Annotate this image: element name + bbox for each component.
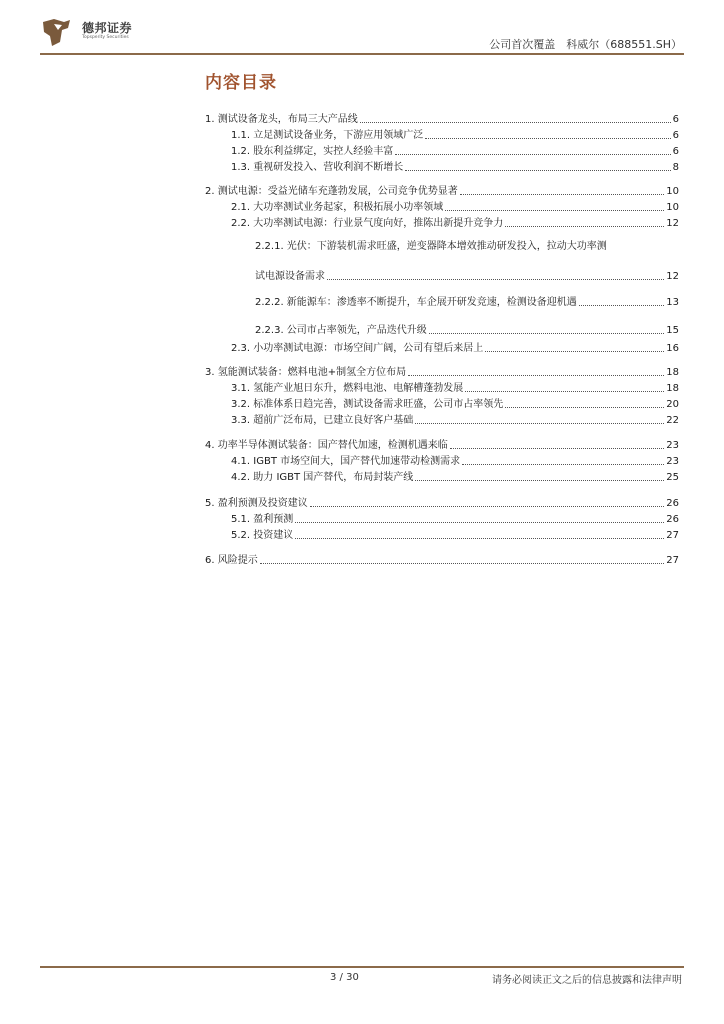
toc-entry-text: 2.2.2. 新能源车：渗透率不断提升，车企展开研发竞速，检测设备迎机遇 (255, 297, 577, 308)
toc-entry-page: 13 (666, 297, 679, 308)
toc-leader (327, 278, 664, 280)
toc-entry-text: 1.2. 股东利益绑定，实控人经验丰富 (231, 146, 394, 157)
toc-entry[interactable] (255, 267, 679, 283)
toc-entry-text: 4.2. 助力 IGBT 国产替代，布局封装产线 (231, 472, 414, 483)
toc-entry[interactable] (231, 468, 679, 484)
toc-entry[interactable] (231, 198, 679, 214)
toc-entry-page: 23 (666, 440, 679, 451)
toc-entry-page: 26 (666, 514, 679, 525)
toc-entry-text: 5. 盈利预测及投资建议 (205, 498, 308, 509)
toc-entry-text: 6. 风险提示 (205, 555, 258, 566)
toc-entry-page: 23 (666, 456, 679, 467)
toc-entry-text: 3.2. 标准体系日趋完善，测试设备需求旺盛，公司市占率领先 (231, 399, 504, 410)
toc-leader (429, 332, 664, 334)
toc-leader (485, 350, 664, 352)
toc-entry-page: 27 (666, 555, 679, 566)
toc-entry[interactable] (231, 395, 679, 411)
toc-leader (425, 137, 670, 139)
toc-entry-page: 27 (666, 530, 679, 541)
toc-entry[interactable] (205, 551, 679, 567)
toc-entry-page: 16 (666, 343, 679, 354)
footer-divider (40, 966, 684, 968)
toc-leader (260, 562, 665, 564)
toc-leader (395, 153, 670, 155)
toc-leader (505, 225, 664, 227)
header-divider (40, 53, 684, 55)
toc-entry-text: 1. 测试设备龙头，布局三大产品线 (205, 114, 358, 125)
report-label: 公司首次覆盖 科威尔（688551.SH） (489, 38, 682, 51)
toc-entry-text: 4.1. IGBT 市场空间大，国产替代加速带动检测需求 (231, 456, 461, 467)
toc-entry[interactable] (231, 510, 679, 526)
toc-leader (415, 479, 664, 481)
toc-leader (310, 505, 665, 507)
toc-entry[interactable] (205, 436, 679, 452)
toc-entry[interactable] (231, 339, 679, 355)
toc-entry-text: 5.2. 投资建议 (231, 530, 294, 541)
toc-entry-text: 5.1. 盈利预测 (231, 514, 294, 525)
toc-leader (415, 422, 664, 424)
toc-entry-text: 2.3. 小功率测试电源：市场空间广阔，公司有望后来居上 (231, 343, 484, 354)
toc-leader (450, 447, 665, 449)
toc-entry-page: 18 (666, 383, 679, 394)
toc-entry[interactable] (255, 321, 679, 337)
company-logo-icon (40, 16, 76, 48)
toc-leader (460, 193, 665, 195)
toc-entry-page: 26 (666, 498, 679, 509)
toc-entry-text: 2.1. 大功率测试业务起家，积极拓展小功率领域 (231, 202, 444, 213)
toc-leader (295, 521, 664, 523)
toc-entry-page: 8 (672, 162, 679, 173)
toc-entry[interactable] (205, 182, 679, 198)
toc-entry-text[interactable]: 2.2.1. 光伏：下游装机需求旺盛，逆变器降本增效推动研发投入，拉动大功率测 (255, 241, 607, 252)
toc-entry[interactable] (231, 452, 679, 468)
toc-entry[interactable] (231, 214, 679, 230)
toc-leader (360, 121, 671, 123)
toc-entry-page: 10 (666, 186, 679, 197)
toc-entry-page: 6 (672, 146, 679, 157)
toc-entry[interactable] (231, 158, 679, 174)
disclaimer-note: 请务必阅读正文之后的信息披露和法律声明 (492, 975, 682, 986)
toc-entry-text: 3.3. 超前广泛布局，已建立良好客户基础 (231, 415, 414, 426)
toc-entry-page: 20 (666, 399, 679, 410)
toc-entry-page: 18 (666, 367, 679, 378)
toc-leader (462, 463, 664, 465)
toc-leader (405, 169, 670, 171)
toc-entry[interactable] (231, 379, 679, 395)
toc-entry-page: 6 (672, 114, 679, 125)
toc-entry[interactable] (255, 293, 679, 309)
company-logo (40, 16, 150, 52)
toc-entry[interactable] (231, 142, 679, 158)
toc-entry-page: 12 (666, 218, 679, 229)
toc-leader (579, 304, 664, 306)
toc-entry-page: 12 (666, 271, 679, 282)
toc-leader (408, 374, 664, 376)
toc-title: 内容目录 (205, 73, 277, 93)
toc-leader (445, 209, 664, 211)
toc-entry-text: 2.2.3. 公司市占率领先，产品迭代升级 (255, 325, 427, 336)
toc-leader (295, 537, 664, 539)
page-number: 3 / 30 (330, 972, 359, 983)
brand-name: 德邦证券 (82, 21, 133, 35)
toc-entry[interactable] (231, 126, 679, 142)
toc-entry-text: 3. 氢能测试装备：燃料电池+制氢全方位布局 (205, 367, 407, 378)
toc-entry-page: 6 (672, 130, 679, 141)
toc-leader (505, 406, 664, 408)
toc-entry[interactable] (205, 110, 679, 126)
toc-entry-page: 25 (666, 472, 679, 483)
toc-entry-text: 2.2. 大功率测试电源：行业景气度向好，推陈出新提升竞争力 (231, 218, 504, 229)
toc-entry-text: 1.1. 立足测试设备业务，下游应用领域广泛 (231, 130, 424, 141)
brand-subtitle: Topsperity Securities (82, 35, 129, 40)
toc-entry-text: 4. 功率半导体测试装备：国产替代加速，检测机遇来临 (205, 440, 448, 451)
toc-entry-page: 10 (666, 202, 679, 213)
toc-entry-page: 22 (666, 415, 679, 426)
toc-entry-text: 3.1. 氢能产业旭日东升，燃料电池、电解槽蓬勃发展 (231, 383, 464, 394)
toc-entry-text: 1.3. 重视研发投入、营收利润不断增长 (231, 162, 404, 173)
toc-entry-page: 15 (666, 325, 679, 336)
toc-entry[interactable] (231, 526, 679, 542)
toc-entry-text-continued: 试电源设备需求 (255, 271, 325, 282)
toc-entry[interactable] (205, 363, 679, 379)
toc-entry[interactable] (231, 411, 679, 427)
toc-entry[interactable] (205, 494, 679, 510)
toc-leader (465, 390, 664, 392)
toc-entry-text: 2. 测试电源：受益光储车充蓬勃发展，公司竞争优势显著 (205, 186, 458, 197)
